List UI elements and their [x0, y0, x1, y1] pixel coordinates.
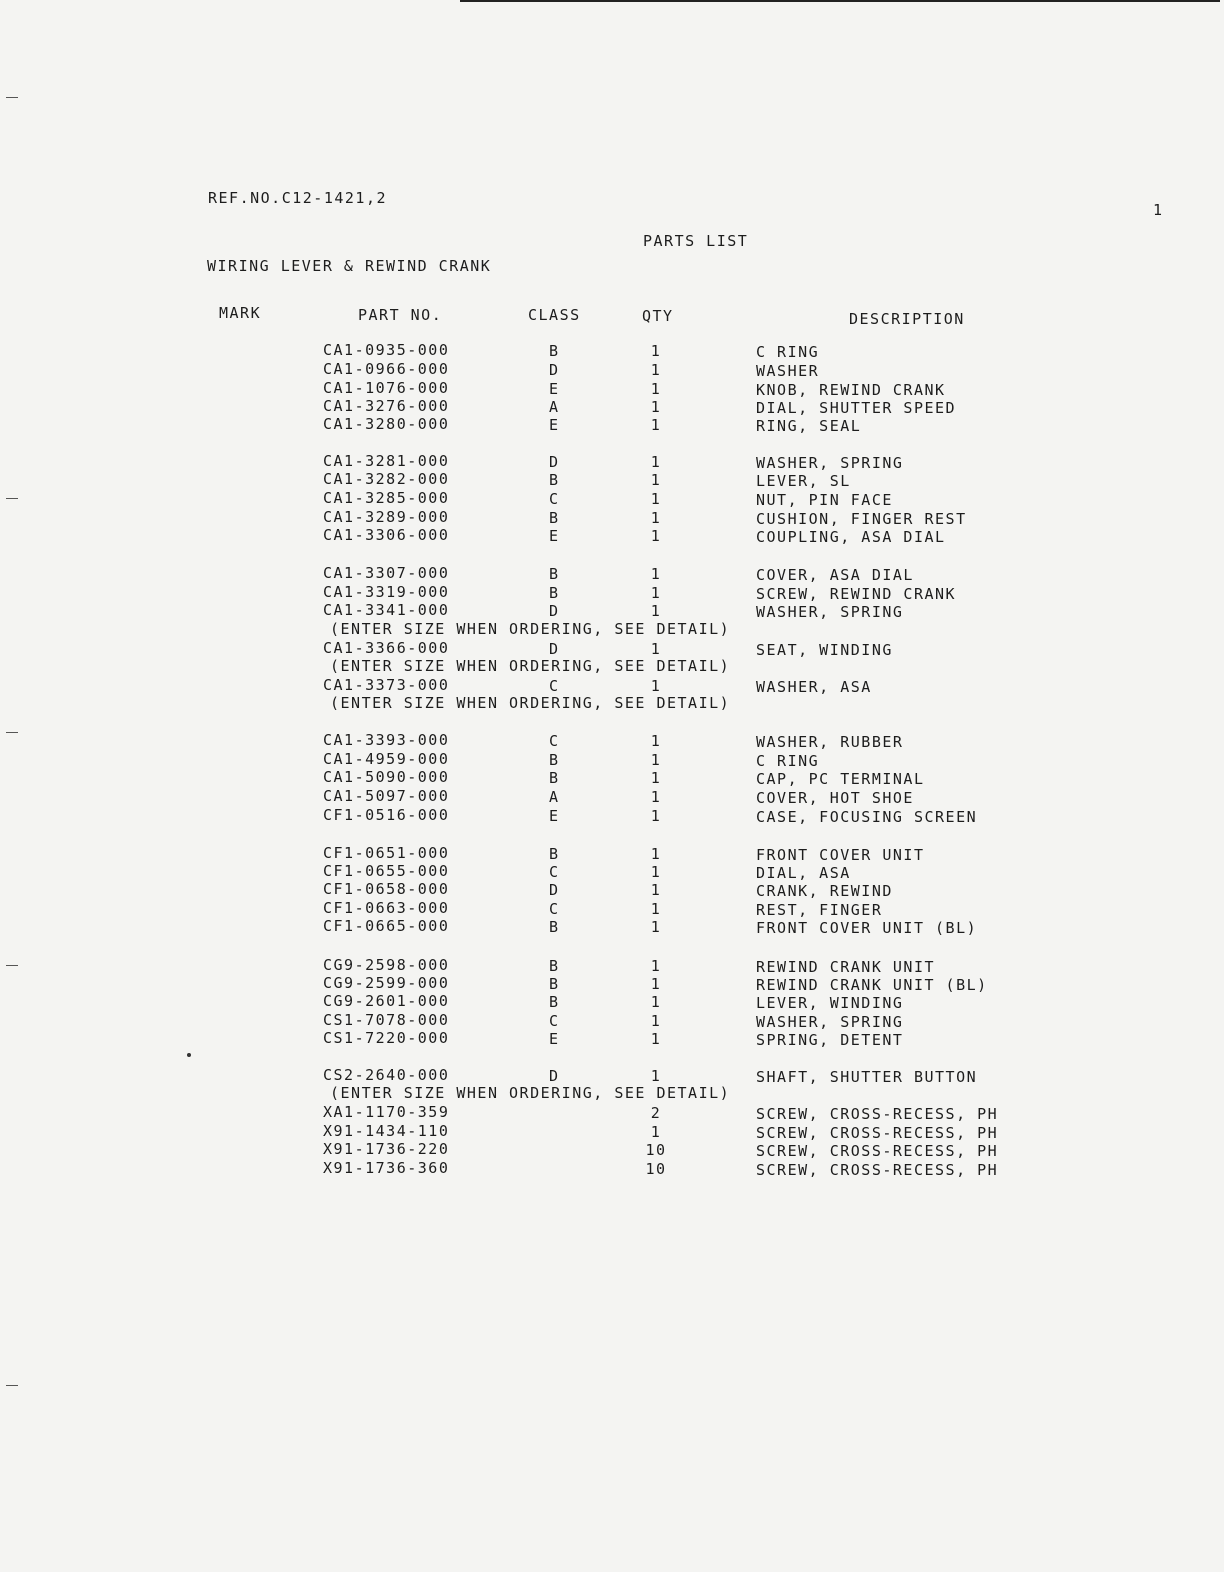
part-description: WASHER, ASA	[756, 678, 872, 696]
part-description: KNOB, REWIND CRANK	[756, 381, 946, 399]
part-class: B	[549, 751, 560, 769]
part-qty: 1	[650, 845, 662, 863]
part-number: CA1-1076-000	[323, 379, 450, 397]
part-description: WASHER, RUBBER	[756, 733, 904, 751]
part-number: CA1-3280-000	[323, 415, 450, 433]
part-number: CA1-4959-000	[323, 750, 450, 768]
part-class: D	[549, 640, 560, 658]
part-number: CS1-7220-000	[323, 1029, 450, 1047]
part-number: CG9-2598-000	[323, 956, 450, 974]
part-class: D	[549, 1067, 560, 1085]
part-qty: 1	[650, 807, 662, 825]
part-description: SPRING, DETENT	[756, 1031, 904, 1049]
part-number: CF1-0651-000	[323, 844, 450, 862]
part-qty: 1	[650, 602, 662, 620]
part-number: CF1-0516-000	[323, 806, 450, 824]
part-qty: 1	[650, 732, 662, 750]
part-number: CA1-3306-000	[323, 526, 450, 544]
part-class: B	[549, 993, 560, 1011]
ref-number: REF.NO.C12-1421,2	[208, 189, 388, 207]
part-number: CS2-2640-000	[323, 1066, 450, 1084]
part-number: CA1-3373-000	[323, 676, 450, 694]
part-class: B	[549, 845, 560, 863]
part-description: FRONT COVER UNIT	[756, 846, 925, 864]
ordering-note: (ENTER SIZE WHEN ORDERING, SEE DETAIL)	[330, 1084, 731, 1102]
part-class: B	[549, 975, 560, 993]
part-description: DIAL, ASA	[756, 864, 851, 882]
part-number: CA1-3289-000	[323, 508, 450, 526]
edge-mark	[6, 1385, 18, 1386]
part-description: SCREW, CROSS-RECESS, PH	[756, 1142, 999, 1160]
edge-mark	[6, 498, 18, 499]
part-description: REST, FINGER	[756, 901, 883, 919]
part-number: X91-1736-360	[323, 1159, 450, 1177]
part-description: SHAFT, SHUTTER BUTTON	[756, 1068, 978, 1086]
part-description: CUSHION, FINGER REST	[756, 510, 967, 528]
part-qty: 1	[650, 1012, 662, 1030]
part-number: X91-1434-110	[323, 1122, 450, 1140]
part-qty: 1	[650, 751, 662, 769]
part-description: NUT, PIN FACE	[756, 491, 893, 509]
part-number: CA1-0966-000	[323, 360, 450, 378]
ordering-note: (ENTER SIZE WHEN ORDERING, SEE DETAIL)	[330, 657, 731, 675]
edge-mark	[6, 97, 18, 98]
part-class: A	[549, 788, 560, 806]
part-description: WASHER, SPRING	[756, 1013, 904, 1031]
col-header-class: CLASS	[528, 306, 581, 324]
part-number: CA1-3341-000	[323, 601, 450, 619]
part-qty: 10	[645, 1141, 667, 1159]
part-qty: 1	[650, 900, 662, 918]
part-qty: 1	[650, 380, 662, 398]
part-class: A	[549, 398, 560, 416]
col-header-part-no: PART NO.	[358, 306, 443, 324]
part-number: CA1-3393-000	[323, 731, 450, 749]
ordering-note: (ENTER SIZE WHEN ORDERING, SEE DETAIL)	[330, 694, 731, 712]
part-description: WASHER, SPRING	[756, 603, 904, 621]
part-description: CASE, FOCUSING SCREEN	[756, 808, 978, 826]
part-description: SCREW, CROSS-RECESS, PH	[756, 1105, 999, 1123]
part-class: E	[549, 416, 560, 434]
ink-speck	[187, 1053, 191, 1057]
part-qty: 1	[650, 993, 662, 1011]
part-class: D	[549, 602, 560, 620]
part-qty: 1	[650, 361, 662, 379]
part-class: C	[549, 900, 560, 918]
part-number: CF1-0663-000	[323, 899, 450, 917]
part-class: C	[549, 863, 560, 881]
part-qty: 10	[645, 1160, 667, 1178]
part-description: FRONT COVER UNIT (BL)	[756, 919, 978, 937]
part-description: LEVER, SL	[756, 472, 851, 490]
part-number: CA1-5090-000	[323, 768, 450, 786]
part-qty: 1	[650, 584, 662, 602]
part-description: SCREW, CROSS-RECESS, PH	[756, 1161, 999, 1179]
part-qty: 1	[650, 416, 662, 434]
part-class: D	[549, 361, 560, 379]
part-qty: 1	[650, 565, 662, 583]
part-description: REWIND CRANK UNIT	[756, 958, 936, 976]
part-description: C RING	[756, 343, 820, 361]
part-qty: 1	[650, 342, 662, 360]
part-class: E	[549, 1030, 560, 1048]
page-title: PARTS LIST	[643, 232, 749, 250]
part-number: CA1-3281-000	[323, 452, 450, 470]
part-number: CA1-3276-000	[323, 397, 450, 415]
part-class: C	[549, 677, 560, 695]
part-class: B	[549, 957, 560, 975]
assembly-subtitle: WIRING LEVER & REWIND CRANK	[207, 257, 492, 275]
part-qty: 1	[650, 471, 662, 489]
edge-mark	[6, 965, 18, 966]
part-number: CG9-2599-000	[323, 974, 450, 992]
part-description: COUPLING, ASA DIAL	[756, 528, 946, 546]
part-qty: 1	[650, 769, 662, 787]
part-qty: 1	[650, 509, 662, 527]
part-number: CA1-5097-000	[323, 787, 450, 805]
part-qty: 1	[650, 1030, 662, 1048]
part-number: CF1-0658-000	[323, 880, 450, 898]
part-qty: 1	[650, 453, 662, 471]
ordering-note: (ENTER SIZE WHEN ORDERING, SEE DETAIL)	[330, 620, 731, 638]
part-number: CF1-0665-000	[323, 917, 450, 935]
part-description: COVER, HOT SHOE	[756, 789, 914, 807]
part-description: RING, SEAL	[756, 417, 862, 435]
part-description: CAP, PC TERMINAL	[756, 770, 925, 788]
part-number: CA1-3285-000	[323, 489, 450, 507]
part-qty: 1	[650, 1123, 662, 1141]
part-qty: 2	[650, 1104, 662, 1122]
part-description: C RING	[756, 752, 820, 770]
part-description: REWIND CRANK UNIT (BL)	[756, 976, 988, 994]
top-rule	[460, 0, 1220, 2]
part-class: B	[549, 342, 560, 360]
part-number: CA1-3282-000	[323, 470, 450, 488]
part-qty: 1	[650, 957, 662, 975]
part-class: B	[549, 565, 560, 583]
col-header-qty: QTY	[642, 307, 674, 325]
part-number: CA1-3319-000	[323, 583, 450, 601]
col-header-mark: MARK	[219, 304, 262, 322]
part-class: E	[549, 527, 560, 545]
part-class: E	[549, 807, 560, 825]
part-description: SEAT, WINDING	[756, 641, 893, 659]
part-description: DIAL, SHUTTER SPEED	[756, 399, 957, 417]
part-qty: 1	[650, 863, 662, 881]
part-description: SCREW, REWIND CRANK	[756, 585, 957, 603]
part-description: CRANK, REWIND	[756, 882, 893, 900]
part-class: B	[549, 584, 560, 602]
part-description: COVER, ASA DIAL	[756, 566, 914, 584]
part-qty: 1	[650, 490, 662, 508]
part-class: E	[549, 380, 560, 398]
part-qty: 1	[650, 640, 662, 658]
part-number: CG9-2601-000	[323, 992, 450, 1010]
part-qty: 1	[650, 527, 662, 545]
part-qty: 1	[650, 881, 662, 899]
part-class: B	[549, 769, 560, 787]
page-number: 1	[1153, 201, 1164, 219]
part-qty: 1	[650, 975, 662, 993]
part-qty: 1	[650, 398, 662, 416]
part-description: LEVER, WINDING	[756, 994, 904, 1012]
part-class: B	[549, 918, 560, 936]
col-header-description: DESCRIPTION	[849, 310, 965, 328]
part-class: C	[549, 1012, 560, 1030]
part-number: CA1-3307-000	[323, 564, 450, 582]
part-number: CS1-7078-000	[323, 1011, 450, 1029]
part-description: WASHER, SPRING	[756, 454, 904, 472]
part-class: B	[549, 471, 560, 489]
edge-mark	[6, 732, 18, 733]
part-class: D	[549, 453, 560, 471]
part-qty: 1	[650, 788, 662, 806]
part-qty: 1	[650, 918, 662, 936]
part-number: XA1-1170-359	[323, 1103, 450, 1121]
part-qty: 1	[650, 1067, 662, 1085]
part-number: CA1-0935-000	[323, 341, 450, 359]
part-description: SCREW, CROSS-RECESS, PH	[756, 1124, 999, 1142]
part-class: C	[549, 732, 560, 750]
part-class: B	[549, 509, 560, 527]
part-description: WASHER	[756, 362, 820, 380]
part-number: X91-1736-220	[323, 1140, 450, 1158]
part-number: CF1-0655-000	[323, 862, 450, 880]
part-class: C	[549, 490, 560, 508]
part-class: D	[549, 881, 560, 899]
part-number: CA1-3366-000	[323, 639, 450, 657]
part-qty: 1	[650, 677, 662, 695]
